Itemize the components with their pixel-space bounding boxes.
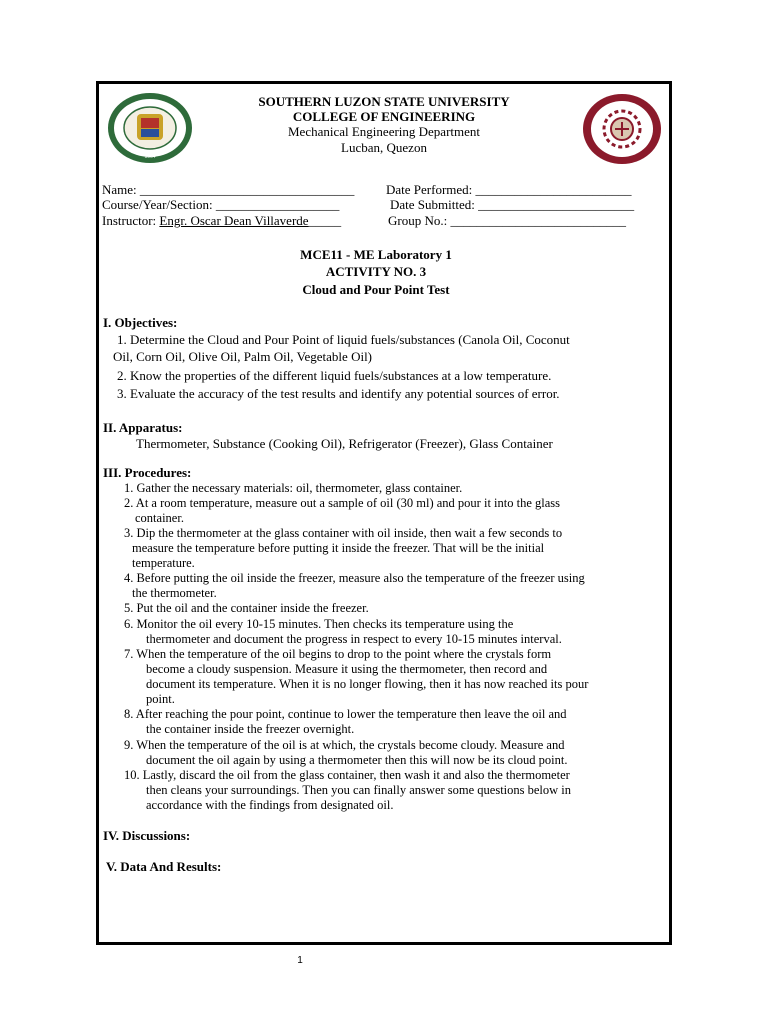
activity-title: Cloud and Pour Point Test [302,282,450,297]
procedure-line: document the oil again by using a thermometer then this will now be its cloud point. [146,753,568,767]
discussions-heading: IV. Discussions: [103,828,191,843]
objective-line: 1. Determine the Cloud and Pour Point of liquid fuels/substances (Canola Oil, Coconut [117,332,570,347]
department-name: Mechanical Engineering Department [287,124,481,139]
location: Lucban, Quezon [341,140,427,155]
instructor-name: Engr. Oscar Dean Villaverde [159,213,309,228]
procedure-line: 7. When the temperature of the oil begins to drop to the point where the crystals form [124,647,552,661]
procedure-line: 10. Lastly, discard the oil from the glass container, then wash it and also the thermometer [124,768,570,782]
instructor-underline: _____ [308,213,342,228]
procedure-line: 2. At a room temperature, measure out a sample of oil (30 ml) and pour it into the glass [124,496,561,510]
university-name: SOUTHERN LUZON STATE UNIVERSITY [258,94,510,109]
procedure-line: then cleans your surroundings. Then you can finally answer some questions below in [146,783,572,797]
data-results-heading: V. Data And Results: [106,859,222,874]
objectives-heading: I. Objectives: [103,315,178,330]
college-name: COLLEGE OF ENGINEERING [292,109,476,124]
procedure-line: temperature. [132,556,195,570]
procedure-line: measure the temperature before putting it inside the freezer. That will be the initial [132,541,545,555]
course-title: MCE11 - ME Laboratory 1 [300,247,452,262]
procedure-line: accordance with the findings from designated oil. [146,798,394,812]
activity-number: ACTIVITY NO. 3 [325,264,427,279]
seal-year: 1964 [144,154,156,160]
procedure-line: point. [146,692,175,706]
procedure-line: 5. Put the oil and the container inside the freezer. [124,601,369,615]
procedure-line: the thermometer. [132,586,217,600]
procedure-line: thermometer and document the progress in respect to every 10-15 minutes interval. [146,632,562,646]
procedure-line: 8. After reaching the pour point, continue to lower the temperature then leave the oil and [124,707,567,721]
procedure-line: become a cloudy suspension. Measure it using the thermometer, then record and [146,662,548,676]
apparatus-list: Thermometer, Substance (Cooking Oil), Refrigerator (Freezer), Glass Container [136,436,553,451]
page-number: 1 [297,955,303,966]
date-submitted-field[interactable]: Date Submitted: ________________________ [390,197,635,212]
group-number-field[interactable]: Group No.: ___________________________ [388,213,626,228]
instructor-label: Instructor: [102,213,157,228]
procedures-heading: III. Procedures: [103,465,192,480]
instructor-field [102,213,341,229]
procedure-line: 4. Before putting the oil inside the freezer, measure also the temperature of the freezer using [124,571,585,585]
procedure-line: 1. Gather the necessary materials: oil, thermometer, glass container. [124,481,463,495]
objective-line: 2. Know the properties of the different liquid fuels/substances at a low temperature. [117,368,552,383]
procedure-line: document its temperature. When it is no longer flowing, then it has now reached its pour [146,677,589,691]
objective-line: 3. Evaluate the accuracy of the test results and identify any potential sources of error. [117,386,560,401]
apparatus-heading: II. Apparatus: [103,420,183,435]
procedure-line: the container inside the freezer overnight. [146,722,355,736]
procedure-line: container. [135,511,184,525]
procedure-line: 3. Dip the thermometer at the glass container with oil inside, then wait a few seconds to [124,526,563,540]
name-field[interactable]: Name: _________________________________ [102,182,355,197]
procedure-line: 6. Monitor the oil every 10-15 minutes. Then checks its temperature using the [124,617,514,631]
course-year-section-field[interactable]: Course/Year/Section: ___________________ [102,197,340,212]
procedure-line: 9. When the temperature of the oil is at which, the crystals become cloudy. Measure and [124,738,565,752]
date-performed-field[interactable]: Date Performed: ________________________ [386,182,632,197]
objective-line: Oil, Corn Oil, Olive Oil, Palm Oil, Vegetable Oil) [113,349,373,364]
